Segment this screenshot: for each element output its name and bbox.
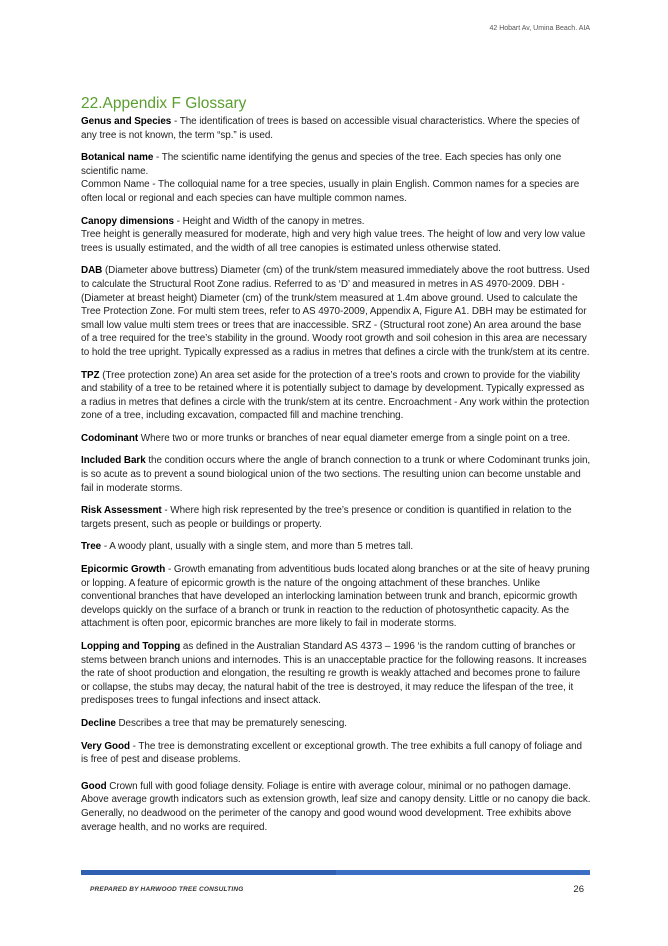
glossary-entry-included-bark — [81, 454, 591, 495]
glossary-definition: the condition occurs where the angle of branch connection to a trunk or where Codominant trunks join, is so acute as to prevent a sound biological union of the two sections. The resulting union can become unstable and fail in moderate storms. — [81, 455, 591, 494]
glossary-term: Tree — [81, 541, 102, 553]
glossary-definition: (Tree protection zone) An area set aside for the protection of a tree’s roots and crown to provide for the viability and stability of a tree to be retained where it is potentially subject to damage by development. Typically expressed as a radius in metres that defines a circle with the trunk/stem at its centre. Encroachment - Any work within the protection zone of a tree, including excavation, compacted fill and machine trenching. — [81, 369, 590, 422]
glossary-term: Genus and Species — [81, 116, 172, 127]
glossary-entry-codominant — [81, 432, 591, 446]
glossary-definition: - Growth emanating from adventitious buds located along branches or at the site of heavy pruning or lopping. A feature of epicormic growth is the nature of the ongoing attachment of these branches. Unlike conventional branches that have developed an interlocking lamination between trunk and branch, epicormic growth develops quickly on the surface of a branch or trunk in reaction to the reduction of photosynthetic capacity. As the attachment is often poor, epicormic branches are more likely to fail in moderate storms. — [81, 564, 590, 630]
glossary-term: Risk Assessment — [81, 505, 162, 517]
glossary-definition: Common Name - The colloquial name for a tree species, usually in plain English. Common names for a species are often local or regional and each species can have multiple common names. — [81, 179, 580, 204]
footer-prepared-by: PREPARED BY HARWOOD TREE CONSULTING — [90, 886, 244, 893]
glossary-definition: - A woody plant, usually with a single stem, and more than 5 metres tall. — [101, 541, 414, 553]
glossary-entry-risk-assessment — [81, 504, 591, 531]
glossary-term: TPZ — [81, 369, 100, 381]
glossary-entry-botanical-name — [81, 151, 591, 178]
glossary-entry-tpz — [81, 369, 591, 423]
glossary-content — [81, 95, 591, 843]
glossary-entry-decline — [81, 717, 591, 731]
glossary-term: Codominant — [81, 432, 139, 444]
glossary-entry-very-good — [81, 740, 591, 767]
section-title: 22.Appendix F Glossary — [81, 95, 247, 112]
glossary-term: Botanical name — [81, 152, 154, 164]
glossary-definition: Describes a tree that may be prematurely senescing. — [115, 717, 347, 729]
glossary-term: Decline — [81, 717, 116, 729]
glossary-entry-epicormic-growth — [81, 563, 591, 631]
glossary-definition: - The scientific name identifying the genus and species of the tree. Each species has only one scientific name. — [81, 152, 562, 177]
glossary-term: Good — [81, 780, 107, 792]
header-address: 42 Hobart Av, Umina Beach. AIA — [489, 25, 590, 32]
glossary-term: Included Bark — [81, 455, 146, 467]
footer-divider-accent — [81, 870, 336, 875]
glossary-definition: as defined in the Australian Standard AS 4373 – 1996 ‘is the random cutting of branches or stems between branch unions and internodes. This is an unacceptable practice for the following reasons. It increases the rate of shoot production and elongation, the resulting re growth is weakly attached and becomes prone to failure or collapse, the stubs may decay, the natural habit of the tree is destroyed, it may reduce the lifespan of the tree, it predisposes trees to fungal infections and insect attack. — [81, 641, 587, 707]
glossary-definition: - Height and Width of the canopy in metres. — [173, 215, 365, 227]
glossary-term: Epicormic Growth — [81, 564, 166, 576]
glossary-entry-canopy-dimensions — [81, 215, 591, 229]
glossary-definition: - Where high risk represented by the tree’s presence or condition is quantified in relation to the targets present, such as people or buildings or property. — [81, 505, 572, 530]
glossary-entry-tree-height — [81, 228, 591, 255]
glossary-entry-lopping-topping — [81, 640, 591, 708]
glossary-definition: Tree height is generally measured for moderate, high and very high value trees. The height of low and very low value trees is usually estimated, and the width of all tree canopies is estimated unless otherwise stated. — [81, 229, 586, 254]
glossary-term: Lopping and Topping — [81, 641, 181, 652]
glossary-entry-genus-species — [81, 115, 591, 142]
glossary-definition: (Diameter above buttress) Diameter (cm) of the trunk/stem measured immediately above the root buttress. Used to calculate the Structural Root Zone radius. Referred to as ‘D’ and measured in metres in AS 4970-2009. DBH - (Diameter at breast height) Diameter (cm) of the trunk/stem measured at 1.4m above ground. Used to calculate the Tree Protection Zone. For multi stem trees, refer to AS 4970-2009, Appendix A, Figure A1. DBH may be estimated for small low value multi stem trees or trees that are inaccessible. SRZ - (Structural root zone) An area around the base of a tree required for the tree’s stability in the ground. Woody root growth and soil cohesion in this area are necessary to hold the tree upright. Typically expressed as a radius in metres that defines a circle with the trunk/stem at its centre. — [81, 265, 590, 358]
glossary-definition: - The tree is demonstrating excellent or exceptional growth. The tree exhibits a full canopy of foliage and is free of pest and disease problems. — [81, 740, 582, 766]
glossary-entry-tree — [81, 540, 591, 554]
glossary-entry-good — [81, 780, 591, 834]
glossary-definition: Where two or more trunks or branches of near equal diameter emerge from a single point on a tree. — [138, 432, 571, 444]
glossary-term: Canopy dimensions — [81, 215, 174, 227]
glossary-definition: Crown full with good foliage density. Foliage is entire with average colour, minimal or no pathogen damage. Above average growth indicators such as extension growth, leaf size and canopy density. Little or no canopy die back. Generally, no deadwood on the perimeter of the canopy and good wound wood development. Tree exhibits above average health, and no works are required. — [81, 780, 591, 833]
glossary-entry-dab — [81, 264, 591, 359]
glossary-term: Very Good — [81, 740, 130, 752]
footer-divider — [81, 870, 590, 875]
glossary-entry-common-name — [81, 178, 591, 205]
glossary-definition: - The identification of trees is based on accessible visual characteristics. Where the species of any tree is not known, the term “sp.” is used. — [81, 116, 580, 141]
glossary-term: DAB — [81, 265, 103, 277]
page-number: 26 — [573, 884, 584, 895]
